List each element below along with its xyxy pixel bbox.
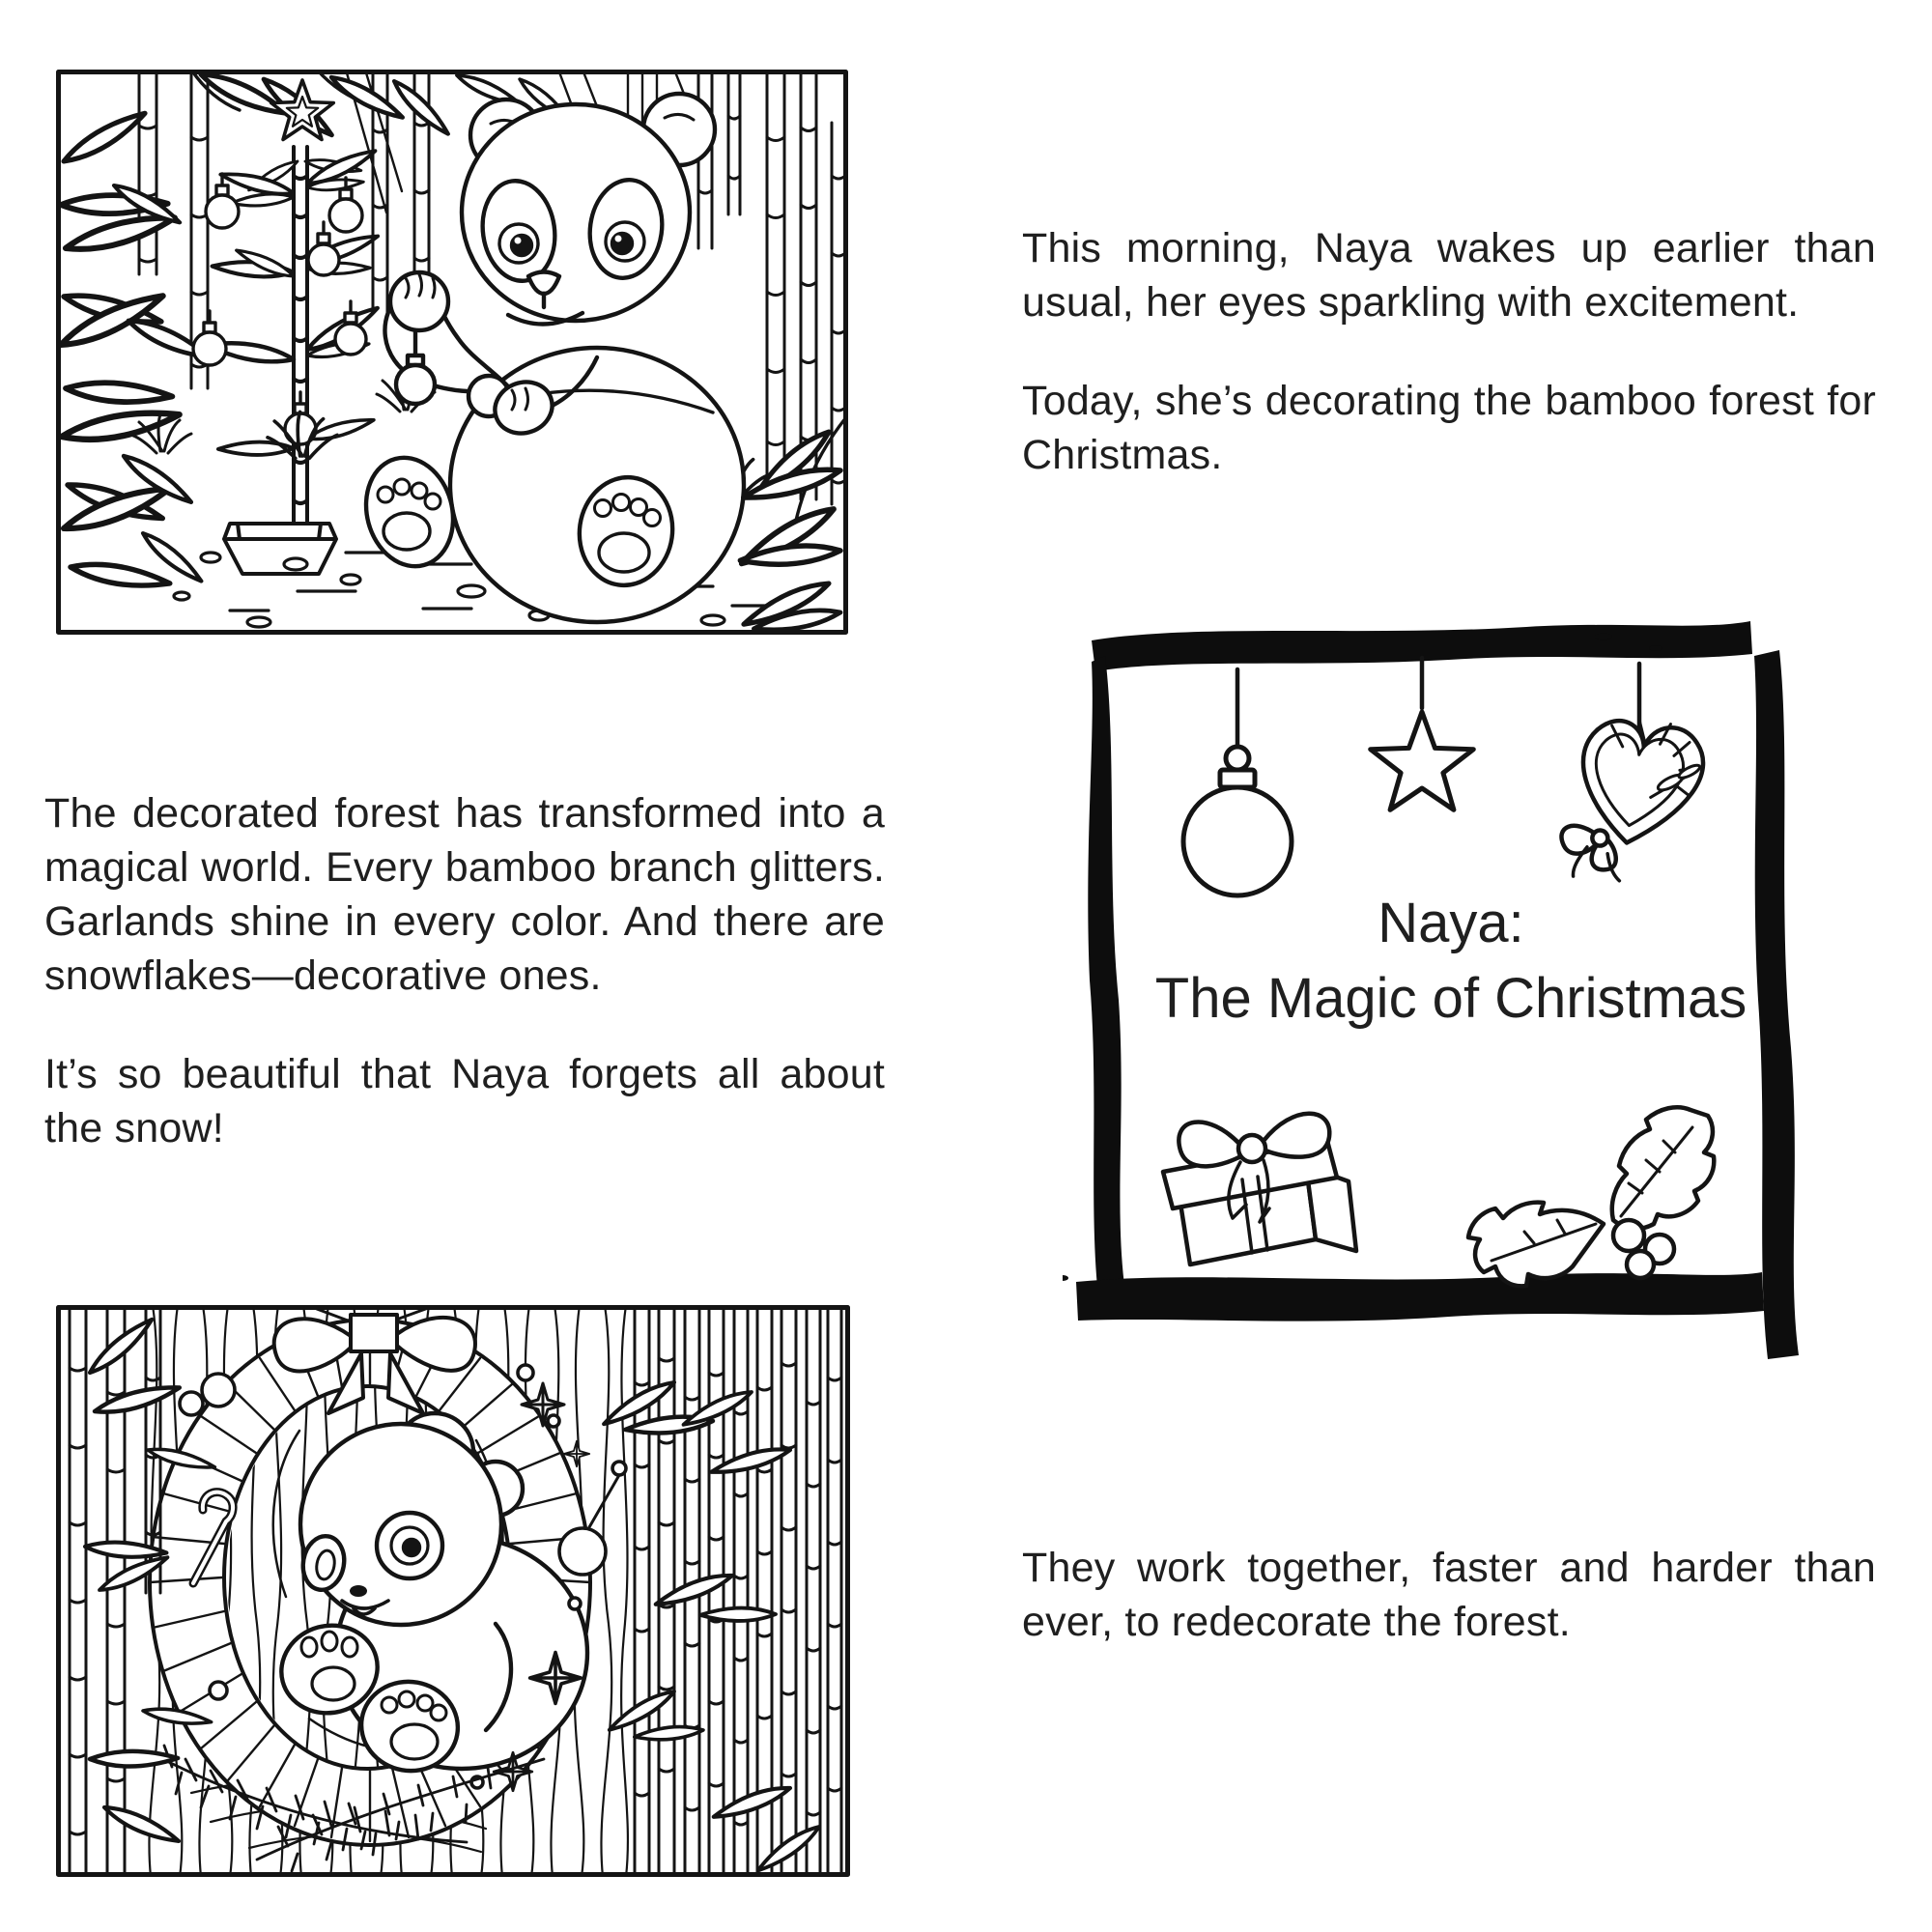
text-line: ever, to redecorate the forest.	[1022, 1599, 1571, 1645]
text-line: This morning, Naya wakes up earlier than	[1022, 225, 1876, 271]
tree-trunk	[294, 147, 307, 524]
bamboo-right-leaves	[598, 1380, 825, 1871]
paragraph-3	[44, 786, 885, 1003]
title-card	[1063, 594, 1835, 1377]
text-line: Christmas.	[1022, 432, 1223, 478]
gift-icon	[1163, 1114, 1356, 1264]
text-line: usual, her eyes sparkling with excitement.	[1022, 279, 1800, 326]
bauble-ornament-icon	[1183, 747, 1292, 895]
book-title	[1101, 886, 1801, 1037]
text-line: magical world. Every bamboo branch glitters.	[44, 844, 885, 891]
panda-decorating	[355, 94, 744, 622]
story-text-block-forest	[44, 786, 885, 1155]
text-line: snowflakes—decorative ones.	[44, 952, 602, 999]
paragraph-4	[44, 1047, 885, 1155]
text-line: Today, she’s decorating the bamboo forest for	[1022, 378, 1876, 424]
bamboo-christmas-tree	[193, 80, 384, 574]
text-line: Garlands shine in every color. And there are	[44, 898, 885, 945]
star-ornament-icon	[1371, 712, 1474, 810]
text-line: The decorated forest has transformed into a	[44, 790, 885, 837]
held-ornament	[396, 365, 435, 404]
tree-bauble-ornaments	[193, 174, 366, 444]
candy-heart-ornament-icon	[1556, 711, 1708, 892]
holly-icon	[1468, 1107, 1714, 1286]
text-line: the snow!	[44, 1105, 224, 1151]
tree-pot	[224, 524, 336, 574]
text-line: It’s so beautiful that Naya forgets all about	[44, 1051, 885, 1097]
paragraph-1	[1022, 221, 1876, 329]
panda-paw	[390, 272, 448, 330]
bamboo-leaves-right	[734, 417, 846, 630]
bamboo-leaves-left	[56, 112, 210, 603]
story-text-block-morning	[1022, 221, 1876, 482]
paragraph-2	[1022, 374, 1876, 482]
book-title-line2: The Magic of Christmas	[1154, 967, 1747, 1030]
paragraph-5	[1022, 1541, 1876, 1649]
illustration-panda-in-wreath	[56, 1305, 850, 1877]
text-line: They work together, faster and harder than	[1022, 1545, 1876, 1591]
book-title-line1: Naya:	[1378, 892, 1524, 954]
illustration-panda-decorating-tree	[56, 70, 848, 635]
story-text-block-work	[1022, 1541, 1876, 1649]
ornament-strings	[1237, 658, 1639, 751]
